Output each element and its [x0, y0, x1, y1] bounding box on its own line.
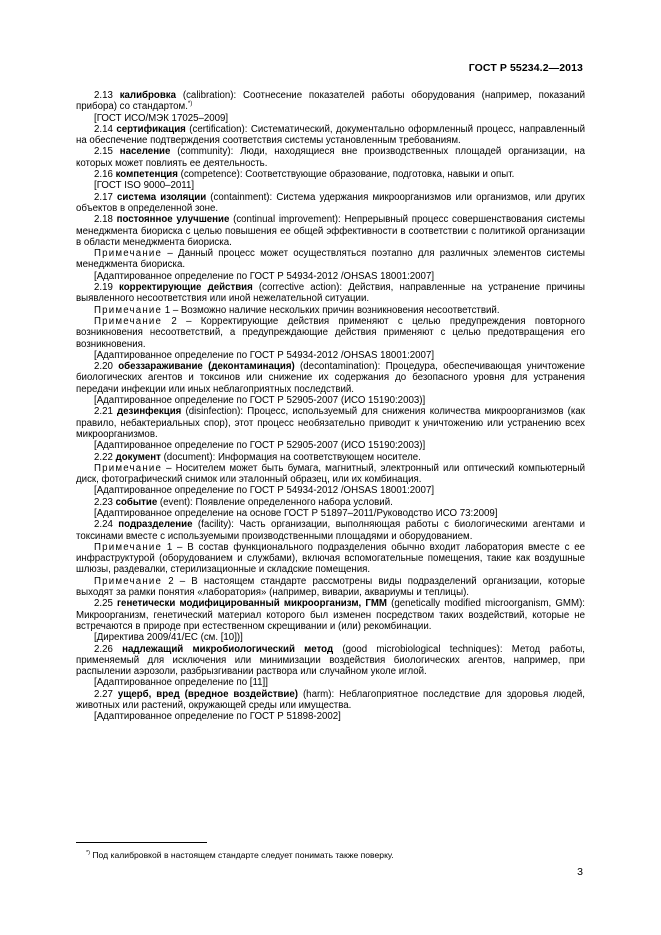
note	[76, 305, 585, 316]
term-definition: (genetically modified microorganism, GMM): Микроорганизм, генетический материал которого был изменен посредством таких воздействий, которые не встречаются в природе при естественном скрещивании и (или) рекомбинации.	[76, 598, 585, 632]
term-name: калибровка	[119, 90, 177, 101]
document-header: ГОСТ Р 55234.2—2013	[468, 62, 583, 74]
term-number: 2.19	[94, 282, 113, 294]
term-name: компетенция	[115, 169, 178, 181]
term-name: постоянное улучшение	[116, 214, 230, 226]
term-name: генетически модифицированный микроорганизм, ГММ	[117, 598, 387, 610]
note-label: Примечание	[94, 541, 163, 553]
note-text: 1 – Возможно наличие нескольких причин возникновения несоответствий.	[162, 304, 500, 316]
note	[76, 576, 585, 599]
term-number: 2.22	[94, 451, 113, 463]
term-definition: (corrective action): Действия, направленные на устранение причины выявленного несоответствия или иной нежелательной ситуации.	[76, 282, 586, 305]
term-entry	[76, 124, 585, 147]
term-definition: (harm): Неблагоприятное последствие для здоровья людей, животных или растений, окружающей среды или имущества.	[76, 688, 585, 712]
term-entry	[76, 452, 585, 463]
source-reference: [Адаптированное определение по [11]]	[94, 677, 268, 689]
page-number: 3	[577, 866, 583, 878]
source-reference: [Адаптированное определение на основе ГОСТ Р 51897–2011/Руководство ИСО 73:2009]	[94, 507, 498, 519]
source-reference: [Директива 2009/41/EC (см. [10])]	[94, 632, 243, 644]
term-number: 2.27	[94, 688, 113, 700]
note-label: Примечание	[94, 248, 163, 260]
note-label: Примечание	[94, 462, 163, 474]
term-number: 2.15	[94, 146, 113, 158]
term-number: 2.26	[94, 643, 113, 655]
term-number: 2.18	[94, 214, 113, 226]
term-number: 2.23	[94, 496, 113, 508]
term-entry	[76, 282, 585, 305]
term-number: 2.17	[94, 191, 113, 203]
term-definition: (calibration): Соотнесение показателей работы оборудования (например, показаний прибора) со стандартом.	[76, 90, 585, 113]
term-definition: (facility): Часть организации, выполняющая работы с биологическими агентами и токсинами вместе с используемыми производственными площадями и оборудованием.	[76, 519, 585, 542]
term-entry	[76, 169, 585, 180]
term-definition: (document): Информация на соответствующем носителе.	[160, 451, 421, 463]
note-text: 2 – Корректирующие действия применяют с целью предупреждения повторного возникновения несоответствий, а предупреждающие действия применяют с целью предотвращения его возникновения.	[76, 315, 585, 350]
note	[76, 316, 585, 350]
term-entry	[76, 361, 585, 395]
term-entry	[76, 90, 585, 113]
term-definition: (community): Люди, находящиеся вне производственных площадей организации, на которых может повлиять ее деятельность.	[76, 146, 585, 169]
footnote-ref: *)	[187, 101, 193, 108]
term-name: население	[119, 146, 171, 158]
note-text: – Данный процесс может осуществляться поэтапно для различных элементов системы менеджмента биориска.	[76, 248, 585, 271]
term-name: дезинфекция	[117, 406, 182, 418]
term-name: обеззараживание (деконтаминация)	[118, 361, 295, 373]
term-number: 2.13	[94, 90, 113, 101]
note-text: 2 – В настоящем стандарте рассмотрены виды подразделений организации, которые выходят за рамки понятия «лаборатория» (например, виварии, аквариумы и теплицы).	[76, 575, 585, 599]
term-number: 2.24	[94, 519, 113, 531]
note-text: 1 – В состав функционального подразделения обычно входит лаборатория вместе с ее инфраструктурой (оборудованием и службами), включая вспомогательные помещения, такие как воздушные шлюзы, раздевалки, стерилизационные и складские помещения.	[76, 541, 585, 576]
term-number: 2.16	[94, 169, 113, 181]
source-reference: [Адаптированное определение по ГОСТ Р 54934-2012 /OHSAS 18001:2007]	[94, 349, 435, 361]
term-definition: (certification): Систематический, документально оформленный процесс, направленный на обеспечение подтверждения соответствия системы установленным требованиям.	[76, 123, 585, 147]
term-number: 2.20	[94, 361, 113, 373]
term-number: 2.25	[94, 598, 113, 610]
term-definition: (decontamination): Процедура, обеспечивающая уничтожение биологических агентов и токсинов или снижение их содержания до безопасного уровня для устранения передачи инфекции или иных неблагоприятных последствий.	[76, 361, 585, 395]
note	[76, 248, 585, 271]
note-label: Примечание	[94, 315, 163, 327]
term-name: подразделение	[118, 519, 193, 531]
term-entry	[76, 689, 585, 712]
term-definition: (event): Появление определенного набора условий.	[157, 496, 393, 508]
note	[76, 463, 585, 486]
term-entry	[76, 519, 585, 542]
term-entry	[76, 497, 585, 508]
term-name: документ	[115, 451, 161, 463]
source-reference: [Адаптированное определение по ГОСТ Р 51898-2002]	[94, 711, 341, 723]
term-entry	[76, 146, 585, 169]
source-reference: [ГОСТ ИСО/МЭК 17025–2009]	[94, 112, 229, 124]
term-definition: (good microbiological techniques): Метод работы, применяемый для исключения или минимизации воздействия биологических агентов, например, при распылении аэрозоли, разбрызгивании раствора или случайном уколе иглой.	[76, 643, 586, 678]
term-definition: (disinfection): Процесс, используемый для снижения количества микроорганизмов (как правило, небактериальных спор), этот процесс необязательно приводит к уничтожению или устранению всех микроорганизмов.	[76, 406, 585, 440]
term-name: событие	[115, 496, 158, 508]
source-reference: [Адаптированное определение по ГОСТ Р 52905-2007 (ИСО 15190:2003)]	[94, 440, 426, 452]
note	[76, 542, 585, 576]
term-name: система изоляции	[117, 191, 207, 203]
term-entry	[76, 644, 585, 678]
footnote-mark: *)	[86, 850, 90, 856]
term-entry	[76, 406, 585, 440]
term-definition: (competence): Соответствующие образование, подготовка, навыки и опыт.	[177, 169, 515, 181]
term-definition: (continual improvement): Непрерывный процесс совершенствования системы менеджмента биориска с целью повышения ее общей эффективности в соответствии с политикой организации в области менеджмента биориска.	[76, 214, 586, 248]
term-number: 2.21	[94, 406, 113, 418]
document-body	[76, 90, 585, 723]
source-reference: [ГОСТ ISO 9000–2011]	[94, 180, 195, 192]
term-name: сертификация	[116, 123, 186, 135]
source-reference: [Адаптированное определение по ГОСТ Р 54934-2012 /OHSAS 18001:2007]	[94, 270, 435, 282]
note-text: – Носителем может быть бумага, магнитный, электронный или оптический компьютерный диск, фотографический снимок или эталонный образец, или их комбинация.	[76, 462, 585, 486]
term-entry	[76, 214, 585, 248]
source-reference: [Адаптированное определение по ГОСТ Р 52905-2007 (ИСО 15190:2003)]	[94, 395, 426, 407]
source-reference: [Адаптированное определение по ГОСТ Р 54934-2012 /OHSAS 18001:2007]	[94, 485, 435, 497]
term-entry	[76, 192, 585, 215]
term-number: 2.14	[94, 123, 113, 135]
footnote	[86, 850, 394, 861]
note-label: Примечание	[94, 575, 163, 587]
footnote-text: Под калибровкой в настоящем стандарте следует понимать также поверку.	[92, 850, 394, 860]
term-name: корректирующие действия	[119, 282, 253, 294]
term-definition: (containment): Система удержания микроорганизмов или организмов, или других объектов в определенной зоне.	[76, 191, 586, 214]
note-label: Примечание	[94, 304, 163, 316]
footnote-separator	[76, 842, 207, 843]
term-name: ущерб, вред (вредное воздействие)	[117, 688, 298, 700]
term-name: надлежащий микробиологический метод	[122, 643, 334, 655]
term-entry	[76, 598, 585, 632]
